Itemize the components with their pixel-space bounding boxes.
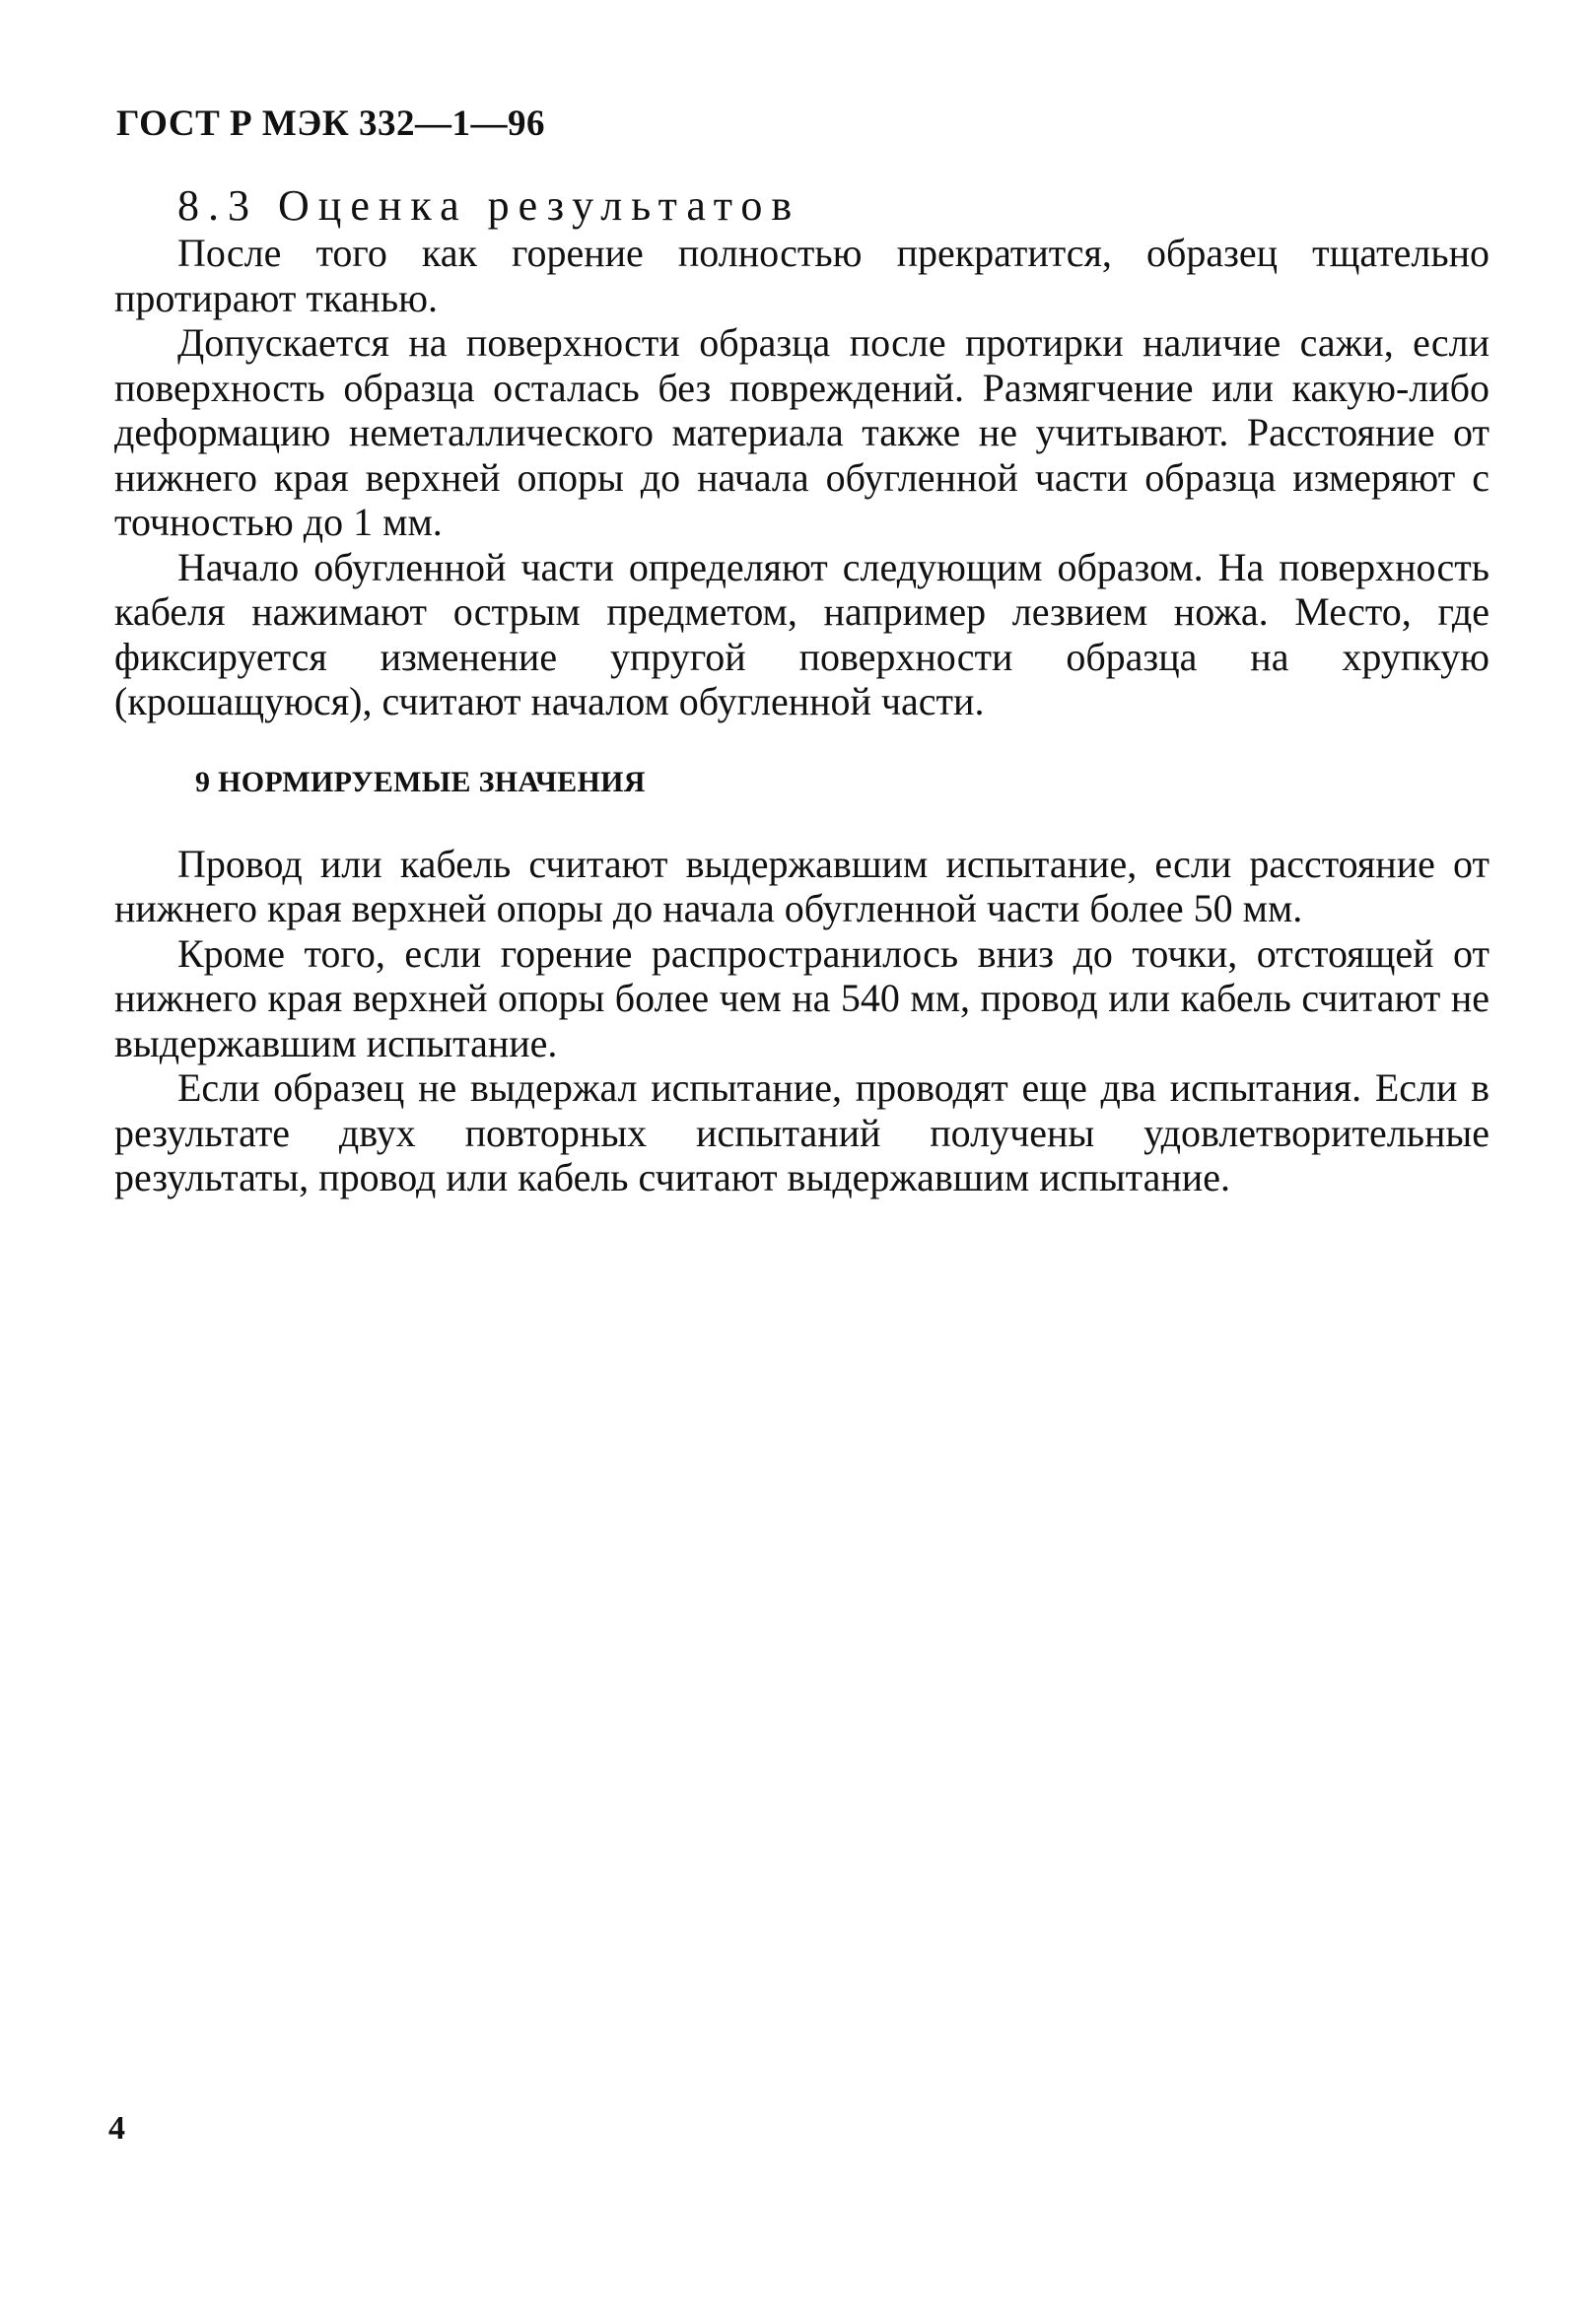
paragraph: Допускается на поверхности образца после протирки наличие сажи, если поверхность образца осталась без повреждений. Размягчение или какую-либо деформацию неметаллического материала также не учитывают. Расстояние от нижнего края верхней опоры до начала обугленной части образца измеряют с точностью до 1 мм.: [114, 320, 1489, 544]
section-heading-9: 9 НОРМИРУЕМЫЕ ЗНАЧЕНИЯ: [195, 765, 646, 798]
page-content: [114, 183, 1489, 1200]
paragraph: После того как горение полностью прекратится, образец тщательно протирают тканью.: [114, 231, 1489, 320]
paragraph: Провод или кабель считают выдержавшим испытание, если расстояние от нижнего края верхней опоры до начала обугленной части более 50 мм.: [114, 841, 1489, 930]
paragraph: Начало обугленной части определяют следующим образом. На поверхность кабеля нажимают острым предметом, например лезвием ножа. Место, где фиксируется изменение упругой поверхности образца на хрупкую (крошащуюся), считают началом обугленной части.: [114, 544, 1489, 723]
paragraph: Если образец не выдержал испытание, проводят еще два испытания. Если в результате двух повторных испытаний получены удовлетворительные результаты, провод или кабель считают выдержавшим испытание.: [114, 1065, 1489, 1199]
subsection-title-8-3: 8.3 Оценка результатов: [177, 181, 801, 230]
document-header: ГОСТ Р МЭК 332—1—96: [116, 103, 545, 144]
paragraph: Кроме того, если горение распространилось вниз до точки, отстоящей от нижнего края верхней опоры более чем на 540 мм, провод или кабель считают не выдержавшим испытание.: [114, 930, 1489, 1065]
page-number: 4: [108, 2110, 125, 2147]
